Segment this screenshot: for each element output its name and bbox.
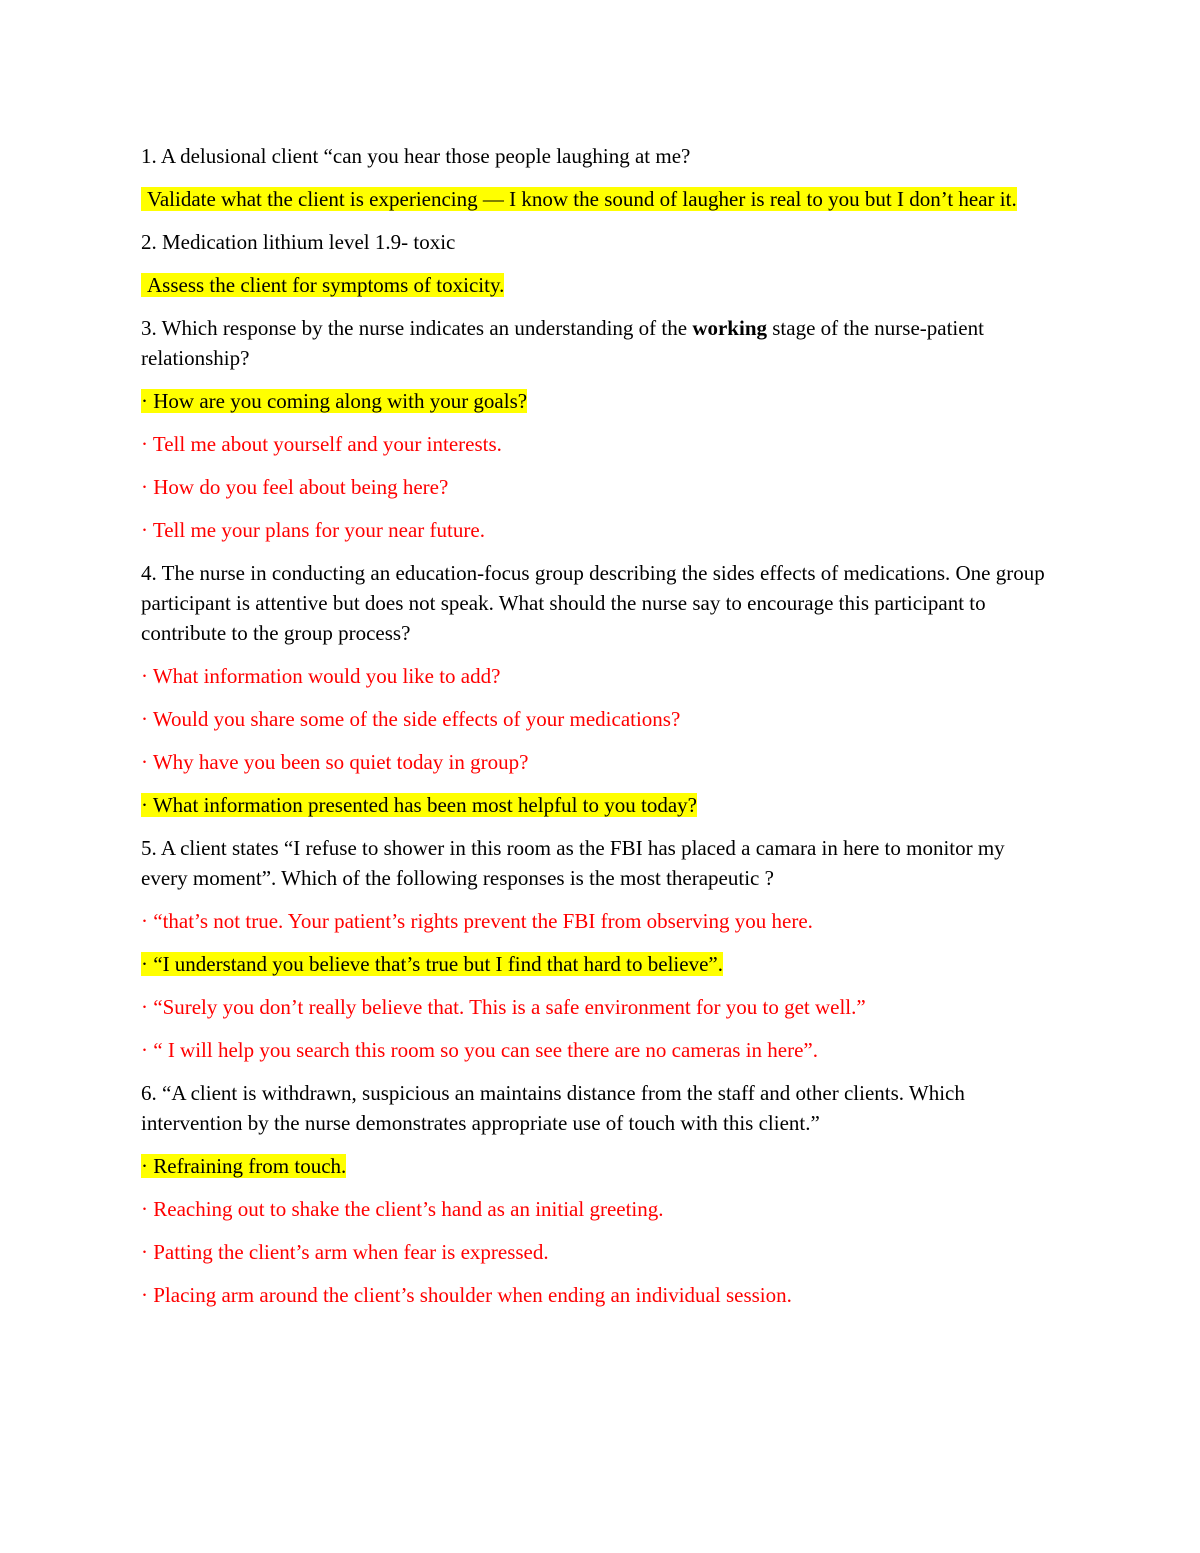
q1-question: 1. A delusional client “can you hear those people laughing at me?: [141, 144, 691, 168]
q2-answer: [141, 270, 1050, 300]
q6-option-1-text: · Refraining from touch.: [141, 1154, 347, 1178]
q3-option-1: [141, 386, 1050, 416]
q4-option-4: [141, 790, 1050, 820]
q5-option-2: [141, 949, 1050, 979]
q4-option-2: · Would you share some of the side effects of your medications?: [141, 707, 681, 731]
q2-question: 2. Medication lithium level 1.9- toxic: [141, 230, 456, 254]
q6-option-2: · Reaching out to shake the client’s hand as an initial greeting.: [141, 1197, 664, 1221]
q1-answer: [141, 184, 1050, 214]
q5-option-2-text: · “I understand you believe that’s true but I find that hard to believe”.: [141, 952, 723, 976]
q4-option-1: · What information would you like to add?: [141, 664, 501, 688]
q6-option-4: · Placing arm around the client’s shoulder when ending an individual session.: [141, 1283, 792, 1307]
q3-question-bold: working: [692, 316, 767, 340]
q5-question: 5. A client states “I refuse to shower in this room as the FBI has placed a camara in here to monitor my every moment”. Which of the following responses is the most therapeutic ?: [141, 836, 1005, 890]
q3-question: [141, 313, 1050, 373]
q3-question-part1: 3. Which response by the nurse indicates an understanding of the: [141, 316, 693, 340]
q2-answer-text: [141, 273, 504, 297]
q3-question-part2: stage of the nurse-patient relationship?: [141, 316, 984, 370]
q1-answer-content: Validate what the client is experiencing — I know the sound of laugher is real to you but I don’t hear it.: [147, 187, 1017, 211]
q6-option-1: [141, 1151, 1050, 1181]
q2-answer-content: Assess the client for symptoms of toxicity.: [147, 273, 505, 297]
q4-option-4-text: · What information presented has been most helpful to you today?: [141, 793, 697, 817]
q5-option-4: · “ I will help you search this room so you can see there are no cameras in here”.: [141, 1038, 818, 1062]
q4-question: 4. The nurse in conducting an education-focus group describing the sides effects of medications. One group participant is attentive but does not speak. What should the nurse say to encourage this participant to contribute to the group process?: [141, 561, 1045, 645]
q6-question: 6. “A client is withdrawn, suspicious an maintains distance from the staff and other clients. Which intervention by the nurse demonstrates appropriate use of touch with this client.”: [141, 1081, 965, 1135]
q1-answer-text: [141, 187, 1017, 211]
q6-option-3: · Patting the client’s arm when fear is expressed.: [141, 1240, 549, 1264]
q4-option-3: · Why have you been so quiet today in group?: [141, 750, 529, 774]
q5-option-3: · “Surely you don’t really believe that. This is a safe environment for you to get well.”: [141, 995, 866, 1019]
q3-option-1-text: · How are you coming along with your goals?: [141, 389, 528, 413]
q3-option-3: · How do you feel about being here?: [141, 475, 449, 499]
q3-option-2: · Tell me about yourself and your interests.: [141, 432, 502, 456]
q3-option-4: · Tell me your plans for your near future.: [141, 518, 485, 542]
q5-option-1: · “that’s not true. Your patient’s rights prevent the FBI from observing you here.: [141, 909, 813, 933]
